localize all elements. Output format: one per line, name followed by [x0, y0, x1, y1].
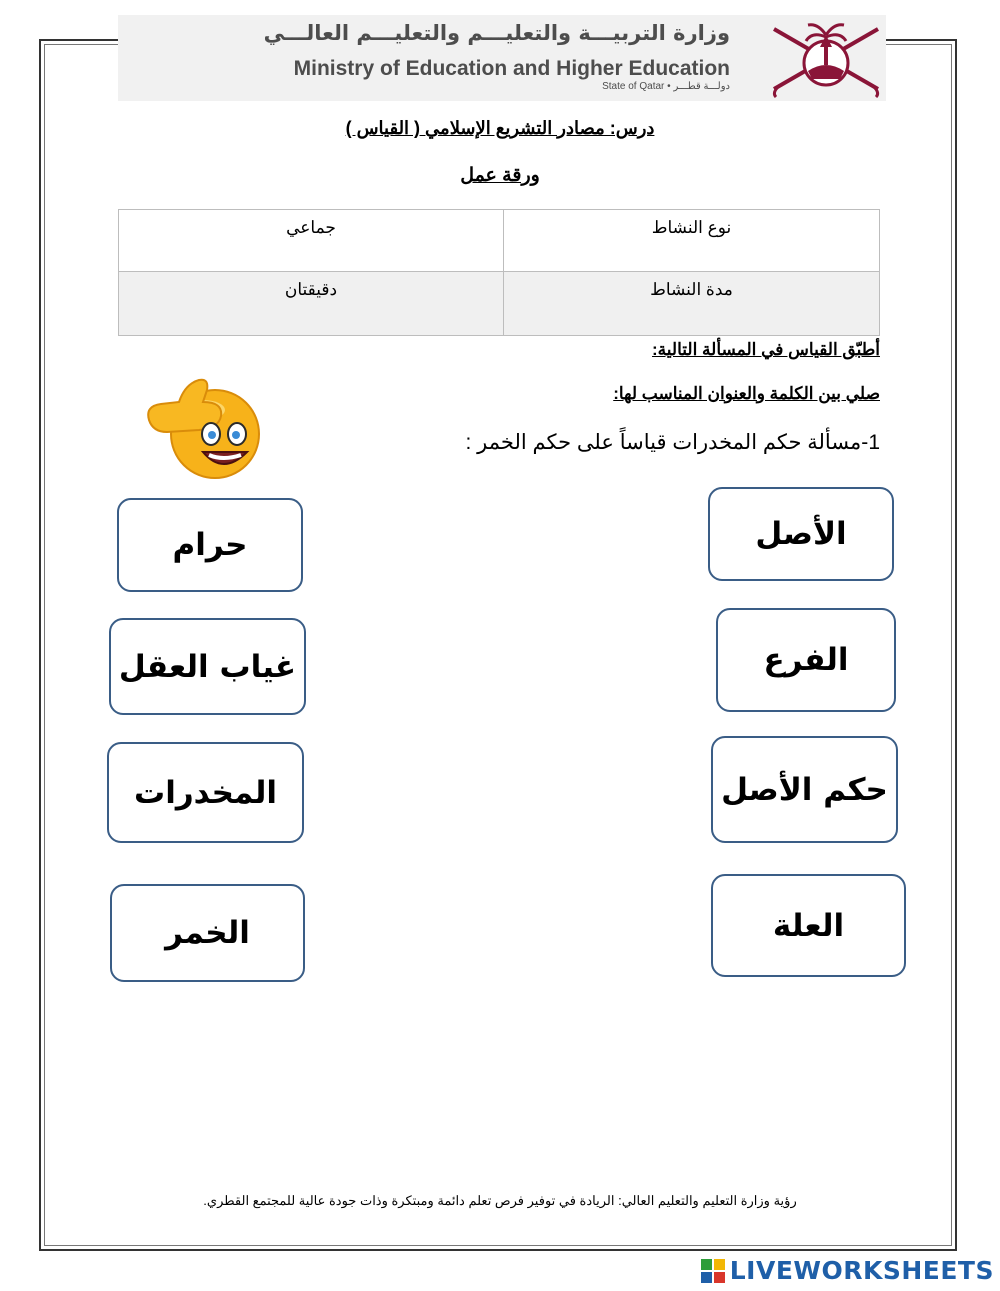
answer-box-wine[interactable]: الخمر [110, 884, 305, 982]
ministry-vision: رؤية وزارة التعليم والتعليم العالي: الريادة في توفير فرص تعلم دائمة ومبتكرة وذات جودة عالية للمجتمع القطري. [203, 1193, 797, 1208]
question-text: 1-مسألة حكم المخدرات قياساً على حكم الخمر : [465, 431, 880, 454]
state-of-qatar: State of Qatar • دولـــة قطـــر [602, 81, 730, 92]
table-row [119, 210, 880, 272]
activity-type-label: نوع النشاط [504, 210, 880, 272]
answer-box-drugs[interactable]: المخدرات [107, 742, 304, 843]
heading-box-branch[interactable]: الفرع [716, 608, 896, 712]
table-row [119, 272, 880, 336]
apply-instruction: أطبّق القياس في المسألة التالية: [652, 340, 880, 359]
activity-duration-value: دقيقتان [119, 272, 504, 336]
activity-duration-label: مدة النشاط [504, 272, 880, 336]
thumbs-up-smiley-icon [143, 376, 267, 480]
answer-box-loss-of-mind[interactable]: غياب العقل [109, 618, 306, 715]
activity-info-table [118, 209, 880, 336]
brand-name: LIVEWORKSHEETS [729, 1256, 994, 1285]
heading-box-origin[interactable]: الأصل [708, 487, 894, 581]
activity-type-value: جماعي [119, 210, 504, 272]
heading-box-origin-ruling[interactable]: حكم الأصل [711, 736, 898, 843]
ministry-header [118, 15, 886, 101]
liveworksheets-logo-icon [701, 1259, 725, 1283]
ministry-name-english: Ministry of Education and Higher Education [293, 57, 730, 80]
liveworksheets-brand[interactable] [701, 1256, 994, 1285]
answer-box-forbidden[interactable]: حرام [117, 498, 303, 592]
qatar-emblem-icon [768, 17, 884, 101]
connect-instruction: صلي بين الكلمة والعنوان المناسب لها: [613, 384, 880, 403]
ministry-name-arabic: وزارة التربيـــة والتعليـــم والتعليـــم العالـــي [263, 21, 730, 45]
heading-box-cause[interactable]: العلة [711, 874, 906, 977]
worksheet-label: ورقة عمل [460, 165, 540, 186]
lesson-title: درس: مصادر التشريع الإسلامي ( القياس ) [345, 118, 655, 138]
